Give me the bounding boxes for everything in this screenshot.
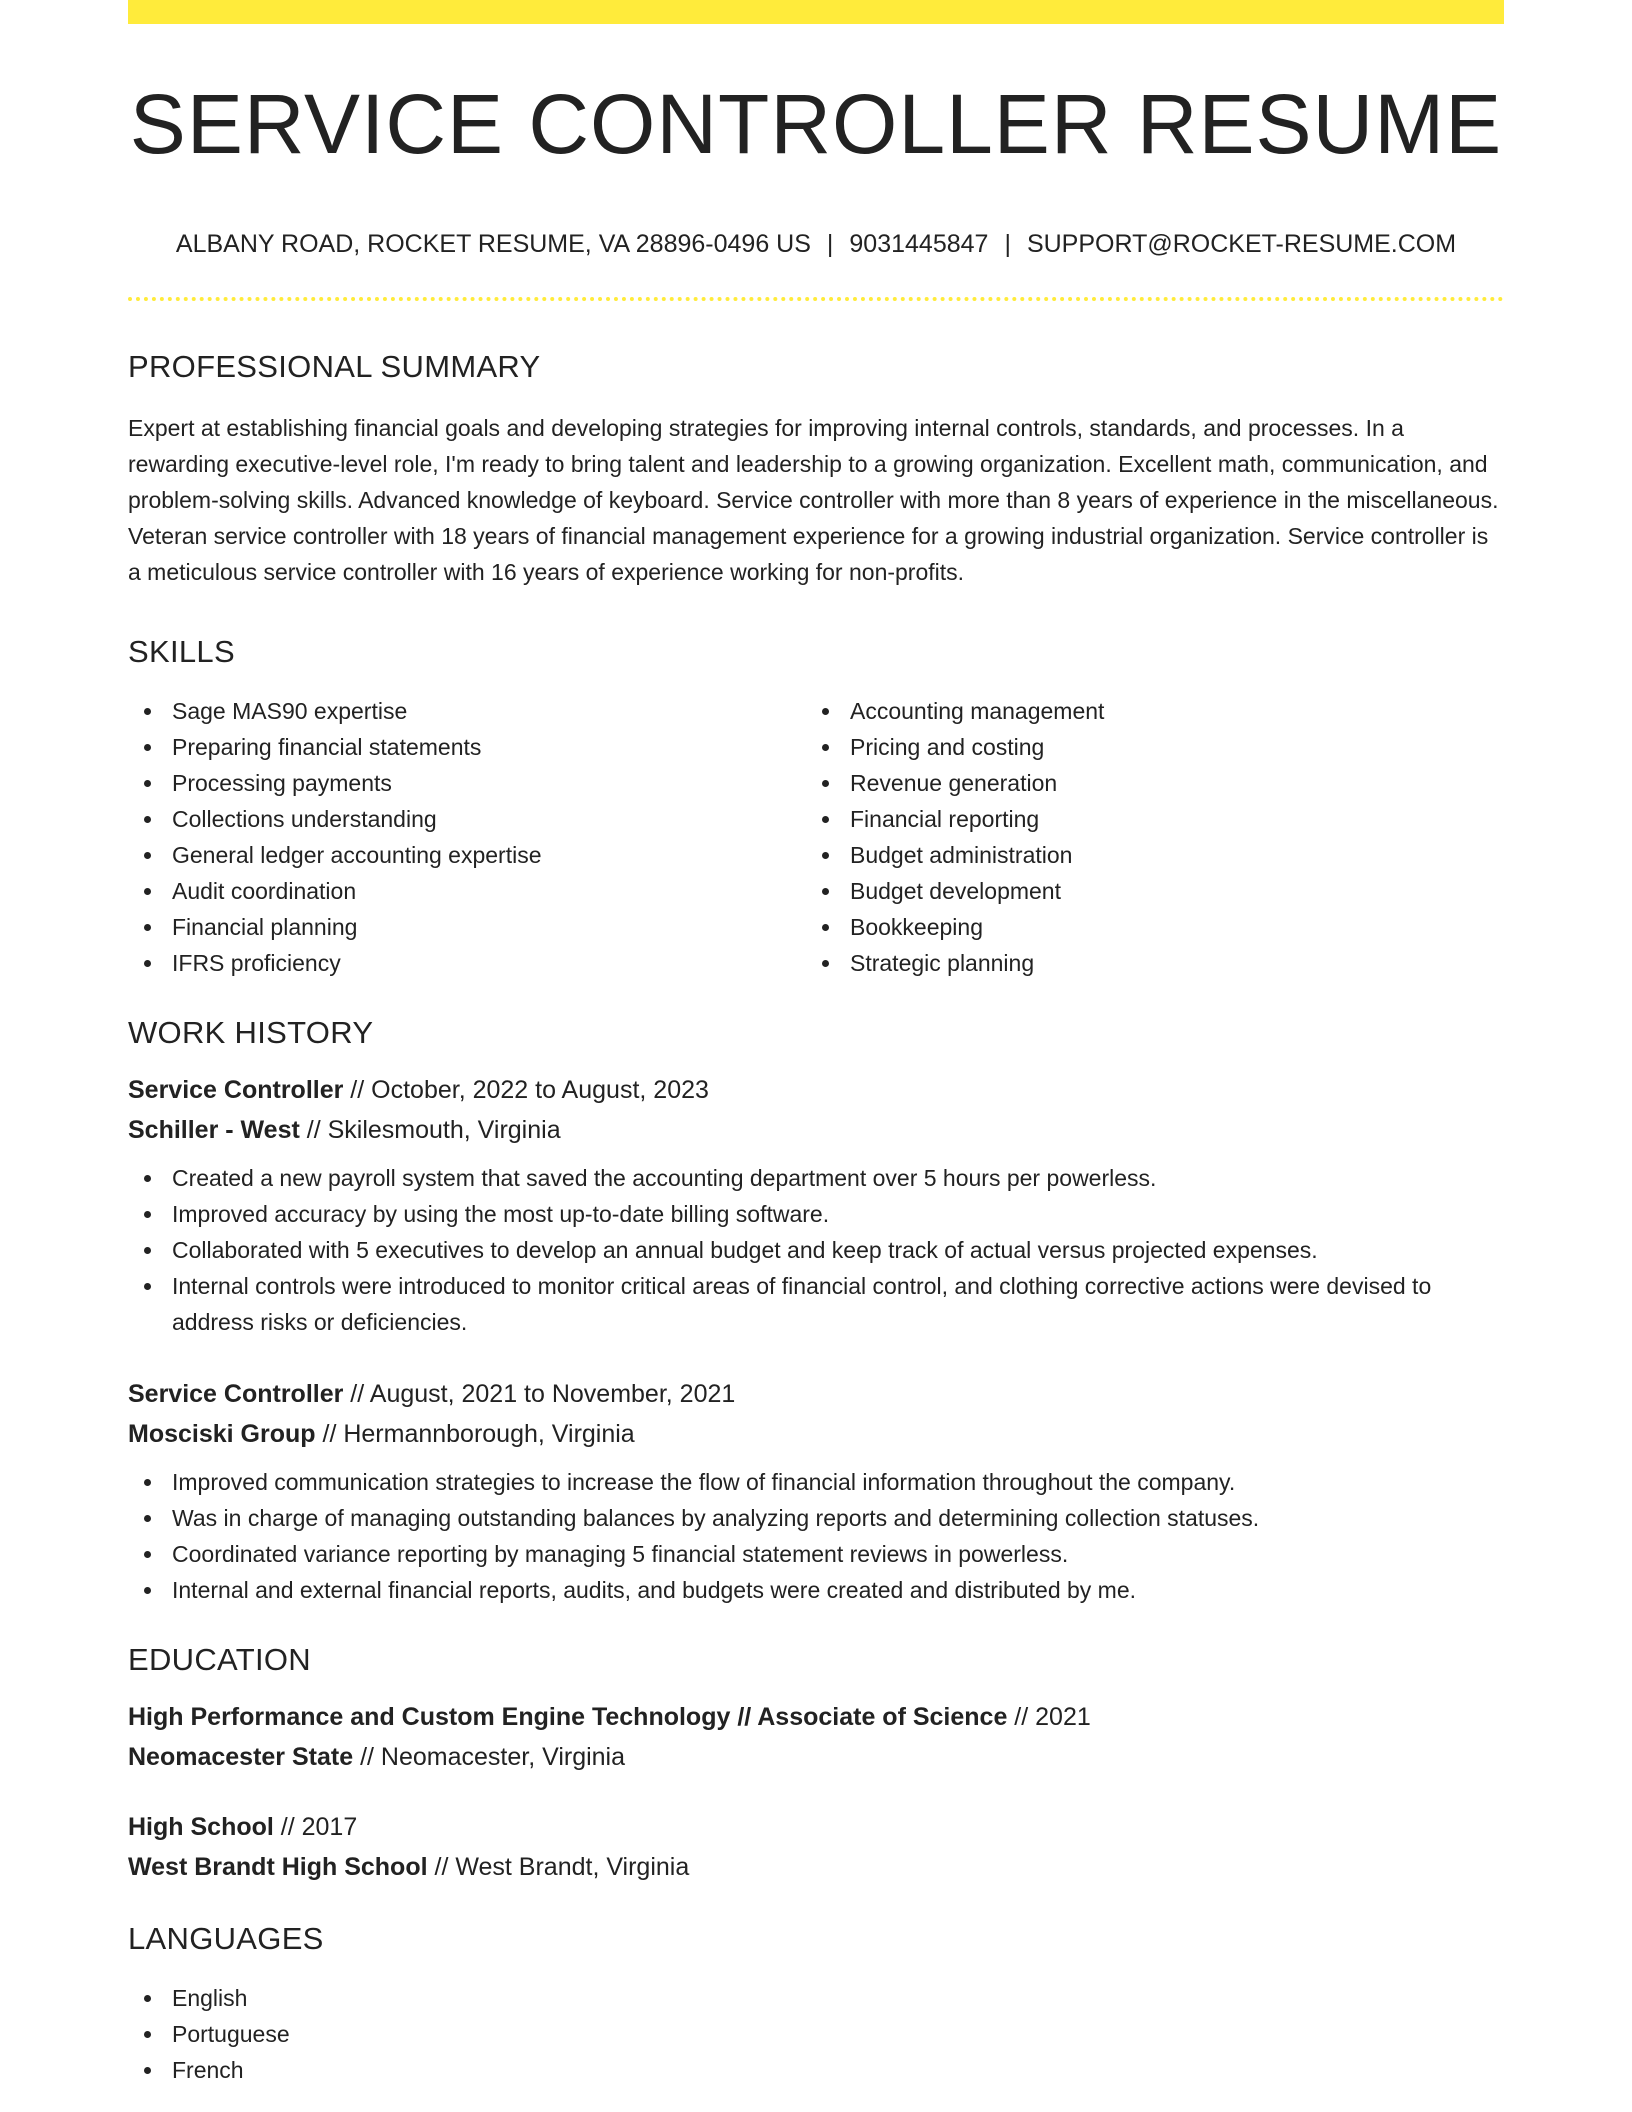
skill-item: Pricing and costing <box>806 729 1484 765</box>
skill-item: IFRS proficiency <box>128 945 806 981</box>
skills-list-right <box>806 693 1484 981</box>
skills-columns <box>128 693 1504 981</box>
contact-phone: 9031445847 <box>849 230 989 258</box>
job-location: // Hermannborough, Virginia <box>315 1420 635 1448</box>
education-degree-line <box>128 1807 1504 1847</box>
skill-item: Audit coordination <box>128 873 806 909</box>
job-entry <box>128 1070 1504 1340</box>
contact-email: SUPPORT@ROCKET-RESUME.COM <box>1026 230 1457 258</box>
summary-heading: PROFESSIONAL SUMMARY <box>128 349 541 384</box>
job-company-line <box>128 1414 1504 1454</box>
skill-item: Revenue generation <box>806 765 1484 801</box>
education-location: // Neomacester, Virginia <box>353 1743 626 1771</box>
skills-heading: SKILLS <box>128 634 235 669</box>
education-heading: EDUCATION <box>128 1642 311 1677</box>
job-location: // Skilesmouth, Virginia <box>299 1116 561 1144</box>
skills-list-left <box>128 693 806 981</box>
resume-title: SERVICE CONTROLLER RESUME <box>129 77 1503 171</box>
skill-item: Bookkeeping <box>806 909 1484 945</box>
skill-item: Accounting management <box>806 693 1484 729</box>
education-degree-line <box>128 1697 1504 1737</box>
work-history-heading: WORK HISTORY <box>128 1015 374 1050</box>
job-company: Schiller - West <box>128 1116 300 1144</box>
skill-item: Processing payments <box>128 765 806 801</box>
skill-item: Preparing financial statements <box>128 729 806 765</box>
job-role-line <box>128 1374 1504 1414</box>
language-item: English <box>128 1980 1504 2016</box>
languages-heading: LANGUAGES <box>128 1921 324 1956</box>
skill-item: Financial planning <box>128 909 806 945</box>
contact-line <box>128 232 1504 257</box>
education-school: West Brandt High School <box>128 1853 428 1881</box>
job-entry <box>128 1374 1504 1608</box>
job-dates: // October, 2022 to August, 2023 <box>343 1076 709 1104</box>
contact-separator: | <box>826 230 834 258</box>
job-duty: Coordinated variance reporting by managing 5 financial statement reviews in powerless. <box>128 1536 1504 1572</box>
job-dates: // August, 2021 to November, 2021 <box>343 1380 736 1408</box>
contact-address: ALBANY ROAD, ROCKET RESUME, VA 28896-0496 US <box>175 230 811 258</box>
skill-item: Budget development <box>806 873 1484 909</box>
contact-separator: | <box>1004 230 1011 258</box>
job-role-line <box>128 1070 1504 1110</box>
summary-text: Expert at establishing financial goals and developing strategies for improving internal controls, standards, and processes. In a rewarding executive-level role, I'm ready to bring talent and leadership to a growing organization. Excellent math, communication, and problem-solving skills. Advanced knowledge of keyboard. Service controller with more than 8 years of experience in the miscellaneous. Veteran service controller with 18 years of financial management experience for a growing industrial organization. Service controller is a meticulous service controller with 16 years of experience working for non-profits. <box>128 415 1499 585</box>
language-item: Portuguese <box>128 2016 1504 2052</box>
job-duty: Internal controls were introduced to monitor critical areas of financial control, and clothing corrective actions were devised to address risks or deficiencies. <box>128 1268 1504 1340</box>
skill-item: General ledger accounting expertise <box>128 837 806 873</box>
job-duties-list <box>128 1464 1504 1608</box>
top-accent-bar <box>128 0 1504 24</box>
skill-item: Strategic planning <box>806 945 1484 981</box>
language-item: French <box>128 2052 1504 2088</box>
job-duty: Improved communication strategies to increase the flow of financial information throughout the company. <box>128 1464 1504 1500</box>
education-entry <box>128 1697 1504 1777</box>
education-location: // West Brandt, Virginia <box>427 1853 690 1881</box>
job-role: Service Controller <box>128 1380 344 1408</box>
education-year: // 2021 <box>1007 1703 1091 1731</box>
job-role: Service Controller <box>128 1076 344 1104</box>
skill-item: Collections understanding <box>128 801 806 837</box>
languages-list <box>128 1980 1504 2088</box>
job-duty: Created a new payroll system that saved the accounting department over 5 hours per powerless. <box>128 1160 1504 1196</box>
skill-item: Budget administration <box>806 837 1484 873</box>
header-divider <box>128 297 1504 301</box>
job-duty: Was in charge of managing outstanding balances by analyzing reports and determining collection statuses. <box>128 1500 1504 1536</box>
education-degree: High Performance and Custom Engine Technology // Associate of Science <box>128 1703 1008 1731</box>
job-duties-list <box>128 1160 1504 1340</box>
skill-item: Financial reporting <box>806 801 1484 837</box>
job-company: Mosciski Group <box>128 1420 316 1448</box>
job-company-line <box>128 1110 1504 1150</box>
education-year: // 2017 <box>273 1813 358 1841</box>
education-school-line <box>128 1847 1504 1887</box>
resume-page <box>128 0 1504 2088</box>
education-school: Neomacester State <box>128 1743 354 1771</box>
education-school-line <box>128 1737 1504 1777</box>
skill-item: Sage MAS90 expertise <box>128 693 806 729</box>
education-degree: High School <box>128 1813 274 1841</box>
job-duty: Improved accuracy by using the most up-to-date billing software. <box>128 1196 1504 1232</box>
job-duty: Internal and external financial reports, audits, and budgets were created and distributed by me. <box>128 1572 1504 1608</box>
job-duty: Collaborated with 5 executives to develop an annual budget and keep track of actual versus projected expenses. <box>128 1232 1504 1268</box>
education-entry <box>128 1807 1504 1887</box>
